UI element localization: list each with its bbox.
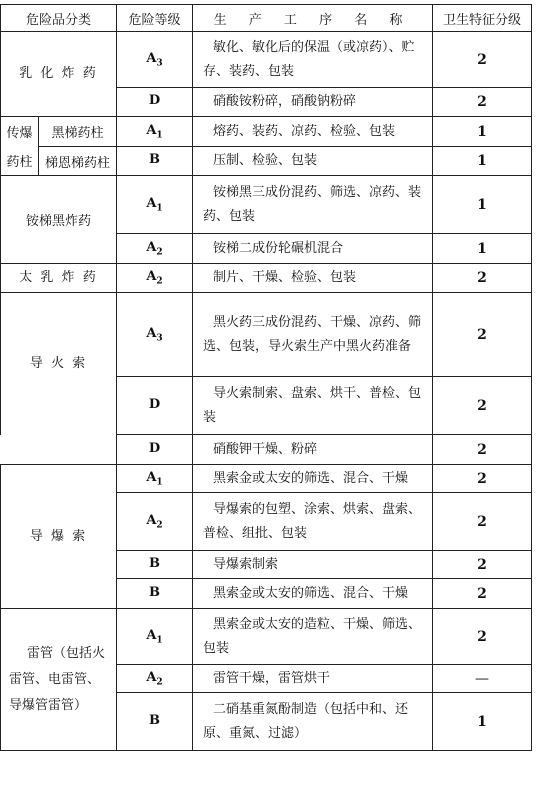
level-cell: —	[433, 665, 532, 693]
grade-cell: B	[117, 147, 193, 176]
table-row	[1, 264, 532, 293]
level-cell: 2	[433, 609, 532, 665]
process-cell: 黑索金或太安的筛选、混合、干燥	[193, 465, 433, 493]
header-hygiene: 卫生特征分级	[433, 5, 532, 32]
grade-cell: B	[117, 579, 193, 609]
process-cell: 导爆索的包塑、涂索、烘索、盘索、普检、组批、包装	[193, 493, 433, 551]
level-cell: 2	[433, 32, 532, 88]
table-row	[1, 293, 532, 377]
category-cell: 雷管（包括火雷管、电雷管、导爆管雷管）	[1, 609, 117, 751]
header-process: 生 产 工 序 名 称	[193, 5, 433, 32]
level-cell: 2	[433, 293, 532, 377]
table-row	[1, 147, 532, 176]
category-cell: 铵梯黑炸药	[1, 176, 117, 264]
grade-cell: D	[117, 88, 193, 117]
level-cell: 2	[433, 579, 532, 609]
grade-cell: $A_3$	[117, 293, 193, 377]
table-row	[1, 117, 532, 147]
table-row	[1, 176, 532, 234]
level-cell: 1	[433, 693, 532, 751]
table-header-row	[1, 5, 532, 32]
process-cell: 导火索制索、盘索、烘干、普检、包装	[193, 377, 433, 435]
process-cell: 导爆索制索	[193, 551, 433, 579]
grade-cell: B	[117, 693, 193, 751]
table-row	[1, 435, 532, 465]
grade-cell: $A_2$	[117, 665, 193, 693]
category-part-cell: 药柱	[1, 147, 39, 176]
category-cell: 乳 化 炸 药	[1, 32, 117, 117]
grade-cell: $A_3$	[117, 32, 193, 88]
level-cell: 1	[433, 234, 532, 264]
table-row	[1, 609, 532, 665]
category-cell: 太 乳 炸 药	[1, 264, 117, 293]
level-cell: 2	[433, 493, 532, 551]
grade-cell: D	[117, 377, 193, 435]
header-category: 危险品分类	[1, 5, 117, 32]
process-cell: 硝酸钾干燥、粉碎	[193, 435, 433, 465]
process-cell: 制片、干燥、检验、包装	[193, 264, 433, 293]
process-cell: 黑索金或太安的筛选、混合、干燥	[193, 579, 433, 609]
level-cell: 1	[433, 147, 532, 176]
grade-cell: $A_1$	[117, 176, 193, 234]
category-cell: 导 爆 索	[1, 465, 117, 609]
grade-cell: $A_2$	[117, 493, 193, 551]
category-cell: 导 火 索	[1, 293, 117, 435]
level-cell: 2	[433, 465, 532, 493]
category-cell	[1, 435, 117, 465]
category-part-cell: 传爆	[1, 117, 39, 147]
process-cell: 硝酸铵粉碎，硝酸钠粉碎	[193, 88, 433, 117]
grade-cell: $A_2$	[117, 234, 193, 264]
process-cell: 雷管干燥，雷管烘干	[193, 665, 433, 693]
process-cell: 熔药、装药、凉药、检验、包装	[193, 117, 433, 147]
process-cell: 敏化、敏化后的保温（或凉药）、贮存、装药、包装	[193, 32, 433, 88]
grade-cell: B	[117, 551, 193, 579]
grade-cell: $A_2$	[117, 264, 193, 293]
grade-cell: $A_1$	[117, 609, 193, 665]
level-cell: 1	[433, 176, 532, 234]
hazard-classification-table	[0, 4, 532, 751]
level-cell: 2	[433, 551, 532, 579]
subcategory-cell: 黑梯药柱	[39, 117, 117, 147]
table-row	[1, 32, 532, 88]
table-row	[1, 465, 532, 493]
grade-cell: $A_1$	[117, 117, 193, 147]
process-cell: 铵梯二成份轮碾机混合	[193, 234, 433, 264]
process-cell: 压制、检验、包装	[193, 147, 433, 176]
process-cell: 黑索金或太安的造粒、干燥、筛选、包装	[193, 609, 433, 665]
subcategory-cell: 梯恩梯药柱	[39, 147, 117, 176]
level-cell: 2	[433, 88, 532, 117]
process-cell: 黑火药三成份混药、干燥、凉药、筛选、包装，导火索生产中黑火药准备	[193, 293, 433, 377]
level-cell: 2	[433, 435, 532, 465]
header-grade: 危险等级	[117, 5, 193, 32]
process-cell: 二硝基重氮酚制造（包括中和、还原、重氮、过滤）	[193, 693, 433, 751]
grade-cell: D	[117, 435, 193, 465]
process-cell: 铵梯黑三成份混药、筛选、凉药、装药、包装	[193, 176, 433, 234]
grade-cell: $A_1$	[117, 465, 193, 493]
level-cell: 2	[433, 377, 532, 435]
level-cell: 1	[433, 117, 532, 147]
level-cell: 2	[433, 264, 532, 293]
